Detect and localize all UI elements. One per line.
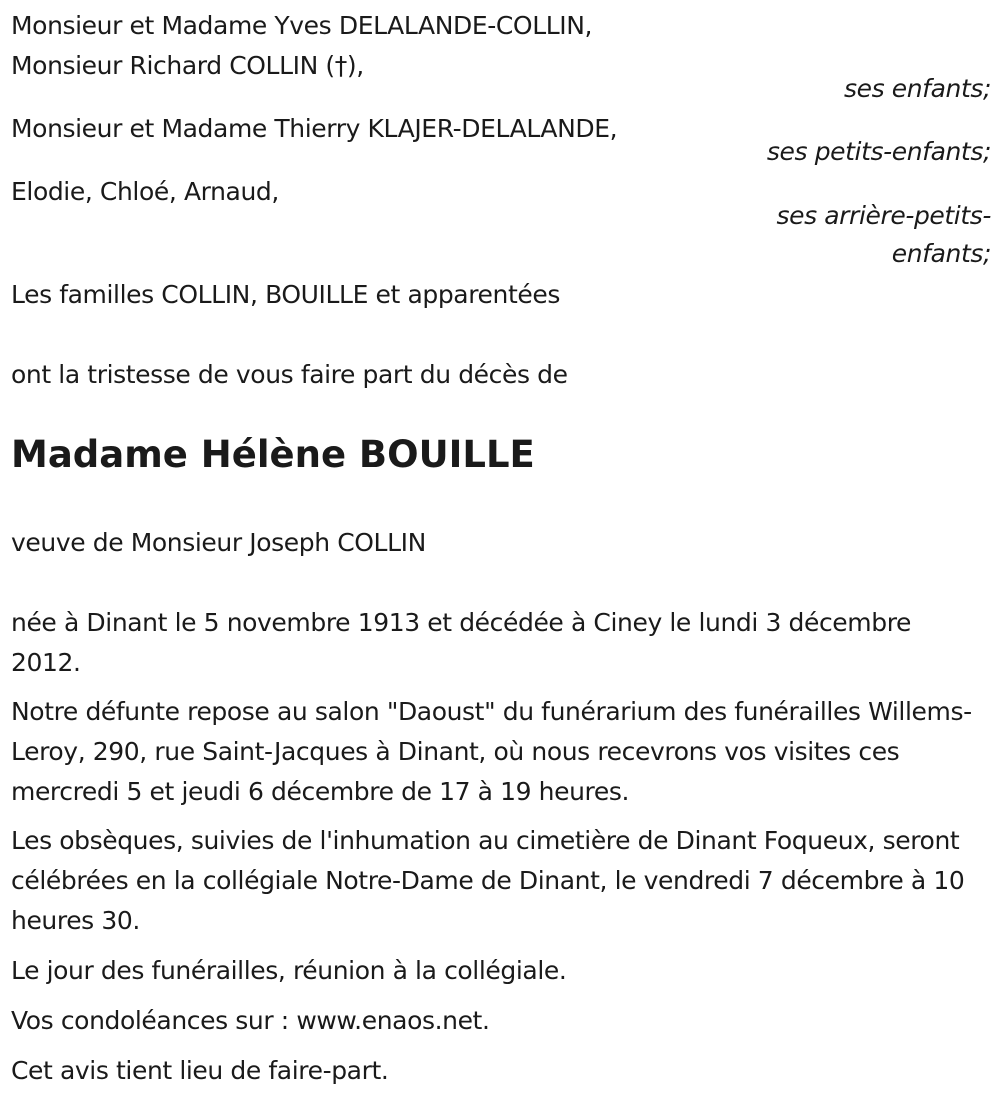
great-grandchildren-role-1: ses arrière-petits- [776,201,991,230]
condolences-line: Vos condoléances sur : www.enaos.net. [11,1006,490,1035]
visitation-paragraph: Notre défunte repose au salon "Daoust" du funérarium des funérailles Willems-Leroy, 290, rue Saint-Jacques à Dinant, où nous recevrons vos visites ces mercredi 5 et jeudi 6 décembre de 17 à 19 heures. [11,697,972,806]
great-grandchildren-role-2: enfants; [891,239,991,268]
grandchildren-line: Monsieur et Madame Thierry KLAJER-DELALANDE, [11,114,618,143]
children-line-1: Monsieur et Madame Yves DELALANDE-COLLIN, [11,11,593,40]
widow-of-line: veuve de Monsieur Joseph COLLIN [11,528,426,557]
great-grandchildren-line: Elodie, Chloé, Arnaud, [11,177,279,206]
children-role: ses enfants; [843,74,991,103]
meeting-line: Le jour des funérailles, réunion à la collégiale. [11,956,567,985]
grandchildren-role: ses petits-enfants; [766,137,991,166]
deceased-name: Madame Hélène BOUILLE [11,433,535,476]
funeral-paragraph: Les obsèques, suivies de l'inhumation au cimetière de Dinant Foqueux, seront célébrées en la collégiale Notre-Dame de Dinant, le vendredi 7 décembre à 10 heures 30. [11,826,965,935]
notice-line: Cet avis tient lieu de faire-part. [11,1056,389,1085]
birth-death-paragraph: née à Dinant le 5 novembre 1913 et décédée à Ciney le lundi 3 décembre 2012. [11,608,912,677]
families-line: Les familles COLLIN, BOUILLE et apparentées [11,280,560,309]
children-line-2: Monsieur Richard COLLIN (†), [11,51,364,80]
intro-line: ont la tristesse de vous faire part du décès de [11,360,568,389]
